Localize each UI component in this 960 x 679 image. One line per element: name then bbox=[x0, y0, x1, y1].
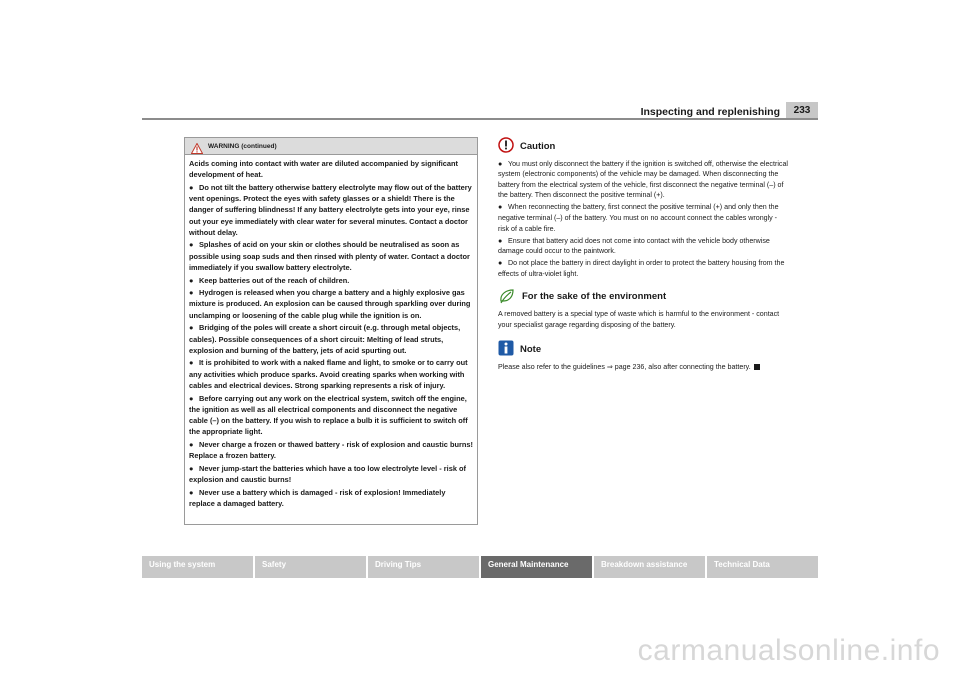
environment-text: A removed battery is a special type of waste which is harmful to the environment - contact your specialist garage regarding disposing of the battery. bbox=[498, 310, 780, 329]
header-rule bbox=[142, 118, 818, 120]
right-column bbox=[498, 137, 790, 374]
warning-bullet: ● Keep batteries out of the reach of children. bbox=[189, 275, 350, 285]
warning-triangle-icon bbox=[191, 141, 203, 152]
warning-bullet: ● It is prohibited to work with a naked flame and light, to smoke or to carry out any activities which produce sparks. Avoid creating sparks when working with cables and electrical devices. Strong sparking represents a risk of injury. bbox=[189, 358, 468, 390]
caution-bullet: ● Ensure that battery acid does not come into contact with the vehicle body otherwise damage could occur to the paintwork. bbox=[498, 236, 770, 256]
nav-tab-technical-data[interactable]: Technical Data bbox=[707, 556, 818, 578]
caution-icon bbox=[498, 137, 514, 157]
warning-bullet: ● Never use a battery which is damaged - risk of explosion! Immediately replace a damaged battery. bbox=[189, 487, 446, 508]
nav-tab-using-the-system[interactable]: Using the system bbox=[142, 556, 253, 578]
environment-heading: For the sake of the environment bbox=[522, 291, 667, 303]
caution-header bbox=[498, 137, 790, 157]
warning-heading: WARNING (continued) bbox=[208, 142, 277, 150]
note-header bbox=[498, 340, 790, 360]
environment-icon bbox=[498, 288, 516, 308]
warning-bullet: ● Never charge a frozen or thawed battery - risk of explosion and caustic burns! Replace a frozen battery. bbox=[189, 439, 473, 461]
note-heading: Note bbox=[520, 343, 542, 355]
warning-header bbox=[185, 138, 477, 155]
nav-tab-breakdown-assistance[interactable]: Breakdown assistance bbox=[594, 556, 705, 578]
warning-intro: Acids coming into contact with water are diluted accompanied by significant development of heat. bbox=[189, 159, 458, 180]
warning-bullet: ● Do not tilt the battery otherwise battery electrolyte may flow out of the battery vent openings. Protect the eyes with safety glasses or a shield! There is the danger of suffering blindness! If any battery electrolyte gets into your eye, rinse out your eye immediately with clear water for several minutes. Contact a doctor without delay. bbox=[189, 182, 472, 237]
caution-section bbox=[498, 137, 790, 280]
nav-tab-driving-tips[interactable]: Driving Tips bbox=[368, 556, 479, 578]
warning-body bbox=[185, 155, 477, 509]
warning-bullet: ● Hydrogen is released when you charge a battery and a highly explosive gas mixture is produced. An explosion can be caused through sparkling over during unclamping or loosening of the cable plug while the ignition is on. bbox=[189, 288, 471, 320]
watermark: carmanualsonline.info bbox=[637, 634, 940, 667]
header-title: Inspecting and replenishing bbox=[640, 106, 780, 118]
environment-header bbox=[498, 288, 790, 308]
end-of-section-icon bbox=[754, 364, 760, 370]
note-text: Please also refer to the guidelines ⇒ page 236, also after connecting the battery. bbox=[498, 362, 790, 373]
warning-bullet: ● Never jump-start the batteries which have a too low electrolyte level - risk of explosion and caustic burns! bbox=[189, 463, 466, 484]
warning-bullet: ● Splashes of acid on your skin or clothes should be neutralised as soon as possible using soap suds and then rinsed with plenty of water. Contact a doctor immediately if you swallow battery electrolyte. bbox=[189, 240, 470, 272]
warning-box bbox=[184, 137, 478, 525]
caution-heading: Caution bbox=[520, 140, 556, 152]
warning-bullet: ● Bridging of the poles will create a short circuit (e.g. through metal objects, cables). Possible consequences of a short circuit: Melting of lead struts, explosion and burning of the battery, jets of acid spurting out. bbox=[189, 323, 461, 355]
caution-bullet: ● You must only disconnect the battery if the ignition is switched off, otherwise the electrical system (electronic components) of the vehicle may be damaged. When disconnecting the battery from the electrical system of the vehicle, first disconnect the negative terminal (–) of the battery. Then disconnect the positive terminal (+). bbox=[498, 159, 788, 200]
environment-section bbox=[498, 288, 790, 331]
caution-bullet: ● Do not place the battery in direct daylight in order to protect the battery housing from the effects of ultra-violet light. bbox=[498, 259, 785, 279]
footer-nav bbox=[142, 556, 818, 578]
note-info-icon bbox=[498, 340, 514, 360]
caution-bullet: ● When reconnecting the battery, first connect the positive terminal (+) and only then the negative terminal (–) of the battery. You must on no account connect the cables wrongly - risk of a cable fire. bbox=[498, 203, 779, 233]
page-number: 233 bbox=[786, 102, 818, 119]
note-section bbox=[498, 340, 790, 372]
nav-tab-general-maintenance[interactable]: General Maintenance bbox=[481, 556, 592, 578]
nav-tab-safety[interactable]: Safety bbox=[255, 556, 366, 578]
warning-bullet: ● Before carrying out any work on the electrical system, switch off the engine, the ignition as well as all electrical components and disconnect the negative cable (–) on the battery. If you wish to replace a bulb it is sufficient to switch off the appropriate light. bbox=[189, 393, 468, 437]
